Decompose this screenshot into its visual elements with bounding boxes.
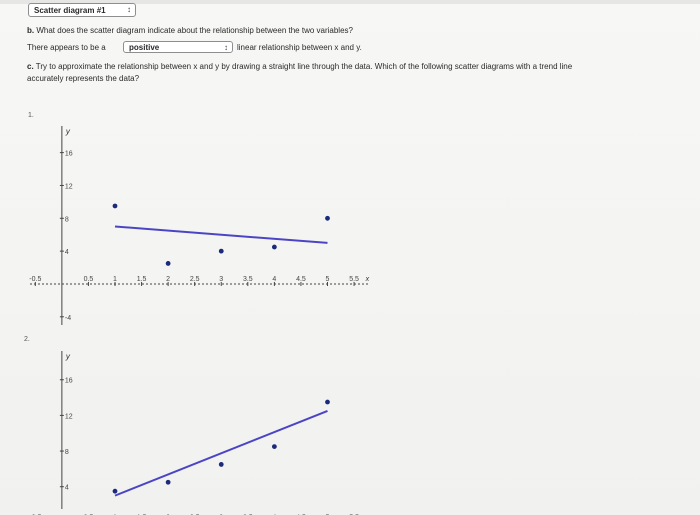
data-point [219, 462, 224, 467]
y-tick-label: 4 [64, 484, 69, 492]
data-point [113, 204, 118, 209]
y-tick-label: 4 [64, 249, 69, 257]
question-c-line1: Try to approximate the relationship between x and y by drawing a straight line through the data. Which of the following scatter diagrams with a trend line [35, 62, 573, 71]
y-axis-label: y [65, 127, 70, 136]
x-tick-label: 0.5 [83, 275, 94, 283]
question-b-prefix: b. [27, 26, 35, 35]
x-tick-label: 5.5 [349, 275, 359, 283]
data-point [325, 400, 330, 405]
relationship-select-value: positive [129, 42, 160, 52]
data-point [272, 444, 277, 449]
answer-b-before: There appears to be a [27, 43, 106, 52]
answer-b-after: linear relationship between x and y. [237, 43, 362, 52]
relationship-select[interactable] [123, 41, 233, 53]
x-tick-label: 4 [272, 275, 277, 283]
x-tick-label: 3 [219, 275, 224, 283]
x-tick-label: -0.5 [29, 275, 42, 283]
data-point [272, 245, 277, 250]
question-b [27, 26, 353, 35]
y-axis-label: y [65, 352, 70, 361]
data-point [166, 480, 171, 485]
option-1-label: 1. [28, 112, 34, 119]
select-arrows-icon: ↕ [127, 5, 131, 14]
x-axis-label: x [365, 275, 370, 283]
x-tick-label: 2 [166, 275, 171, 283]
trend-line [115, 411, 328, 496]
y-tick-label: 8 [64, 216, 69, 224]
data-point [219, 249, 224, 254]
y-tick-label: 8 [64, 449, 69, 457]
x-tick-label: 4.5 [296, 275, 306, 283]
y-tick-label: 16 [64, 150, 73, 158]
option-2-label: 2. [24, 336, 30, 343]
x-tick-label: 2.5 [189, 275, 200, 283]
y-tick-label: 12 [64, 413, 73, 421]
y-tick-label: 16 [64, 377, 73, 385]
scatter-chart-option-2[interactable] [20, 345, 380, 515]
x-tick-label: 1 [113, 275, 117, 283]
select-arrows-icon: ↕ [224, 43, 228, 52]
scatter-diagram-select-value: Scatter diagram #1 [34, 5, 106, 15]
y-tick-label: 12 [64, 183, 73, 191]
data-point [325, 216, 330, 221]
data-point [166, 261, 171, 266]
x-tick-label: 1.5 [136, 275, 147, 283]
trend-line [115, 227, 328, 243]
x-tick-label: 5 [325, 275, 330, 283]
question-c-prefix: c. [27, 62, 34, 71]
scatter-chart-option-1[interactable] [20, 120, 380, 330]
question-c [27, 62, 572, 71]
data-point [113, 489, 118, 494]
question-b-text: What does the scatter diagram indicate about the relationship between the two variables? [36, 26, 353, 35]
question-c-line2: accurately represents the data? [27, 74, 140, 83]
scatter-diagram-select[interactable] [28, 3, 136, 17]
x-tick-label: 3.5 [242, 275, 253, 283]
y-tick-label: -4 [64, 314, 72, 322]
